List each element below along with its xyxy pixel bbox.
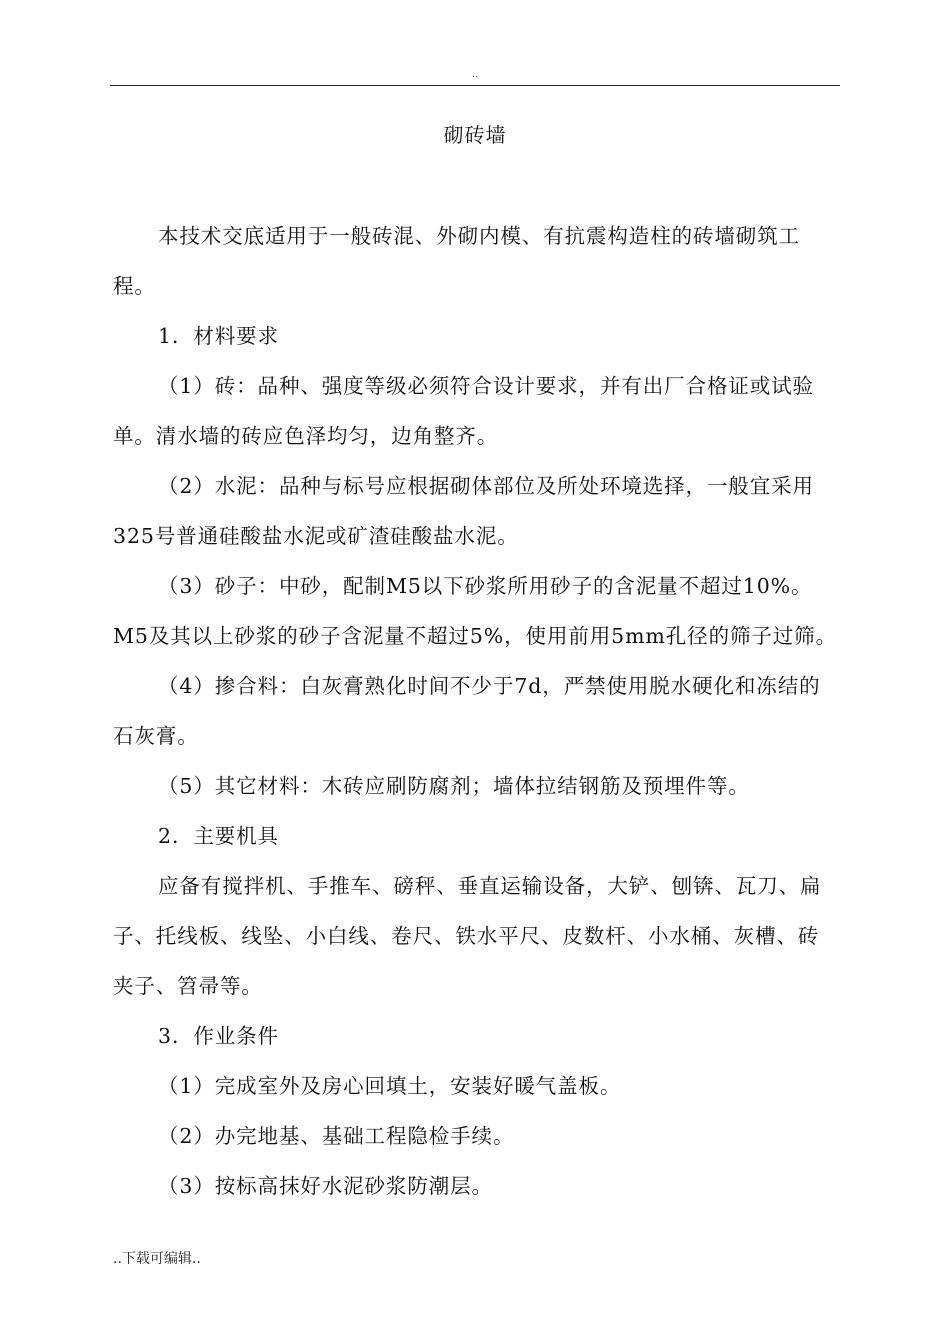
conditions-item-inspection: （2）办完地基、基础工程隐检手续。: [158, 1124, 515, 1148]
header-rule: [110, 85, 840, 86]
materials-item-other: （5）其它材料：木砖应刷防腐剂；墙体拉结钢筋及预埋件等。: [158, 774, 750, 798]
conditions-item-backfill: （1）完成室外及房心回填土，安装好暖气盖板。: [158, 1074, 622, 1098]
section-heading-tools: 2．主要机具: [158, 824, 279, 848]
tools-paragraph: 应备有搅拌机、手推车、磅秤、垂直运输设备，大铲、刨锛、瓦刀、扁子、托线板、线坠、小白线、卷尺、铁水平尺、皮数杆、小水桶、灰槽、砖夹子、笤帚等。: [113, 874, 822, 998]
header-mark: ..: [471, 69, 479, 80]
page-title: 砌砖墙: [443, 123, 507, 147]
materials-item-brick: （1）砖：品种、强度等级必须符合设计要求，并有出厂合格证或试验单。清水墙的砖应色泽均匀，边角整齐。: [113, 374, 814, 448]
section-heading-materials: 1．材料要求: [158, 324, 279, 348]
materials-item-cement: （2）水泥：品种与标号应根据砌体部位及所处环境选择，一般宜采用325号普通硅酸盐水泥或矿渣硅酸盐水泥。: [113, 474, 814, 548]
materials-item-admixture: （4）掺合料：白灰膏熟化时间不少于7d，严禁使用脱水硬化和冻结的石灰膏。: [113, 674, 821, 748]
materials-item-sand: （3）砂子：中砂，配制M5以下砂浆所用砂子的含泥量不超过10%。M5及其以上砂浆的砂子含泥量不超过5%，使用前用5mm孔径的筛子过筛。: [113, 574, 837, 648]
conditions-item-dampproof: （3）按标高抹好水泥砂浆防潮层。: [158, 1174, 493, 1198]
section-heading-conditions: 3．作业条件: [158, 1024, 279, 1048]
footer-note: ..下载可编辑..: [113, 1251, 201, 1267]
intro-paragraph: 本技术交底适用于一般砖混、外砌内模、有抗震构造柱的砖墙砌筑工程。: [113, 224, 800, 298]
document-body: [113, 211, 840, 1211]
